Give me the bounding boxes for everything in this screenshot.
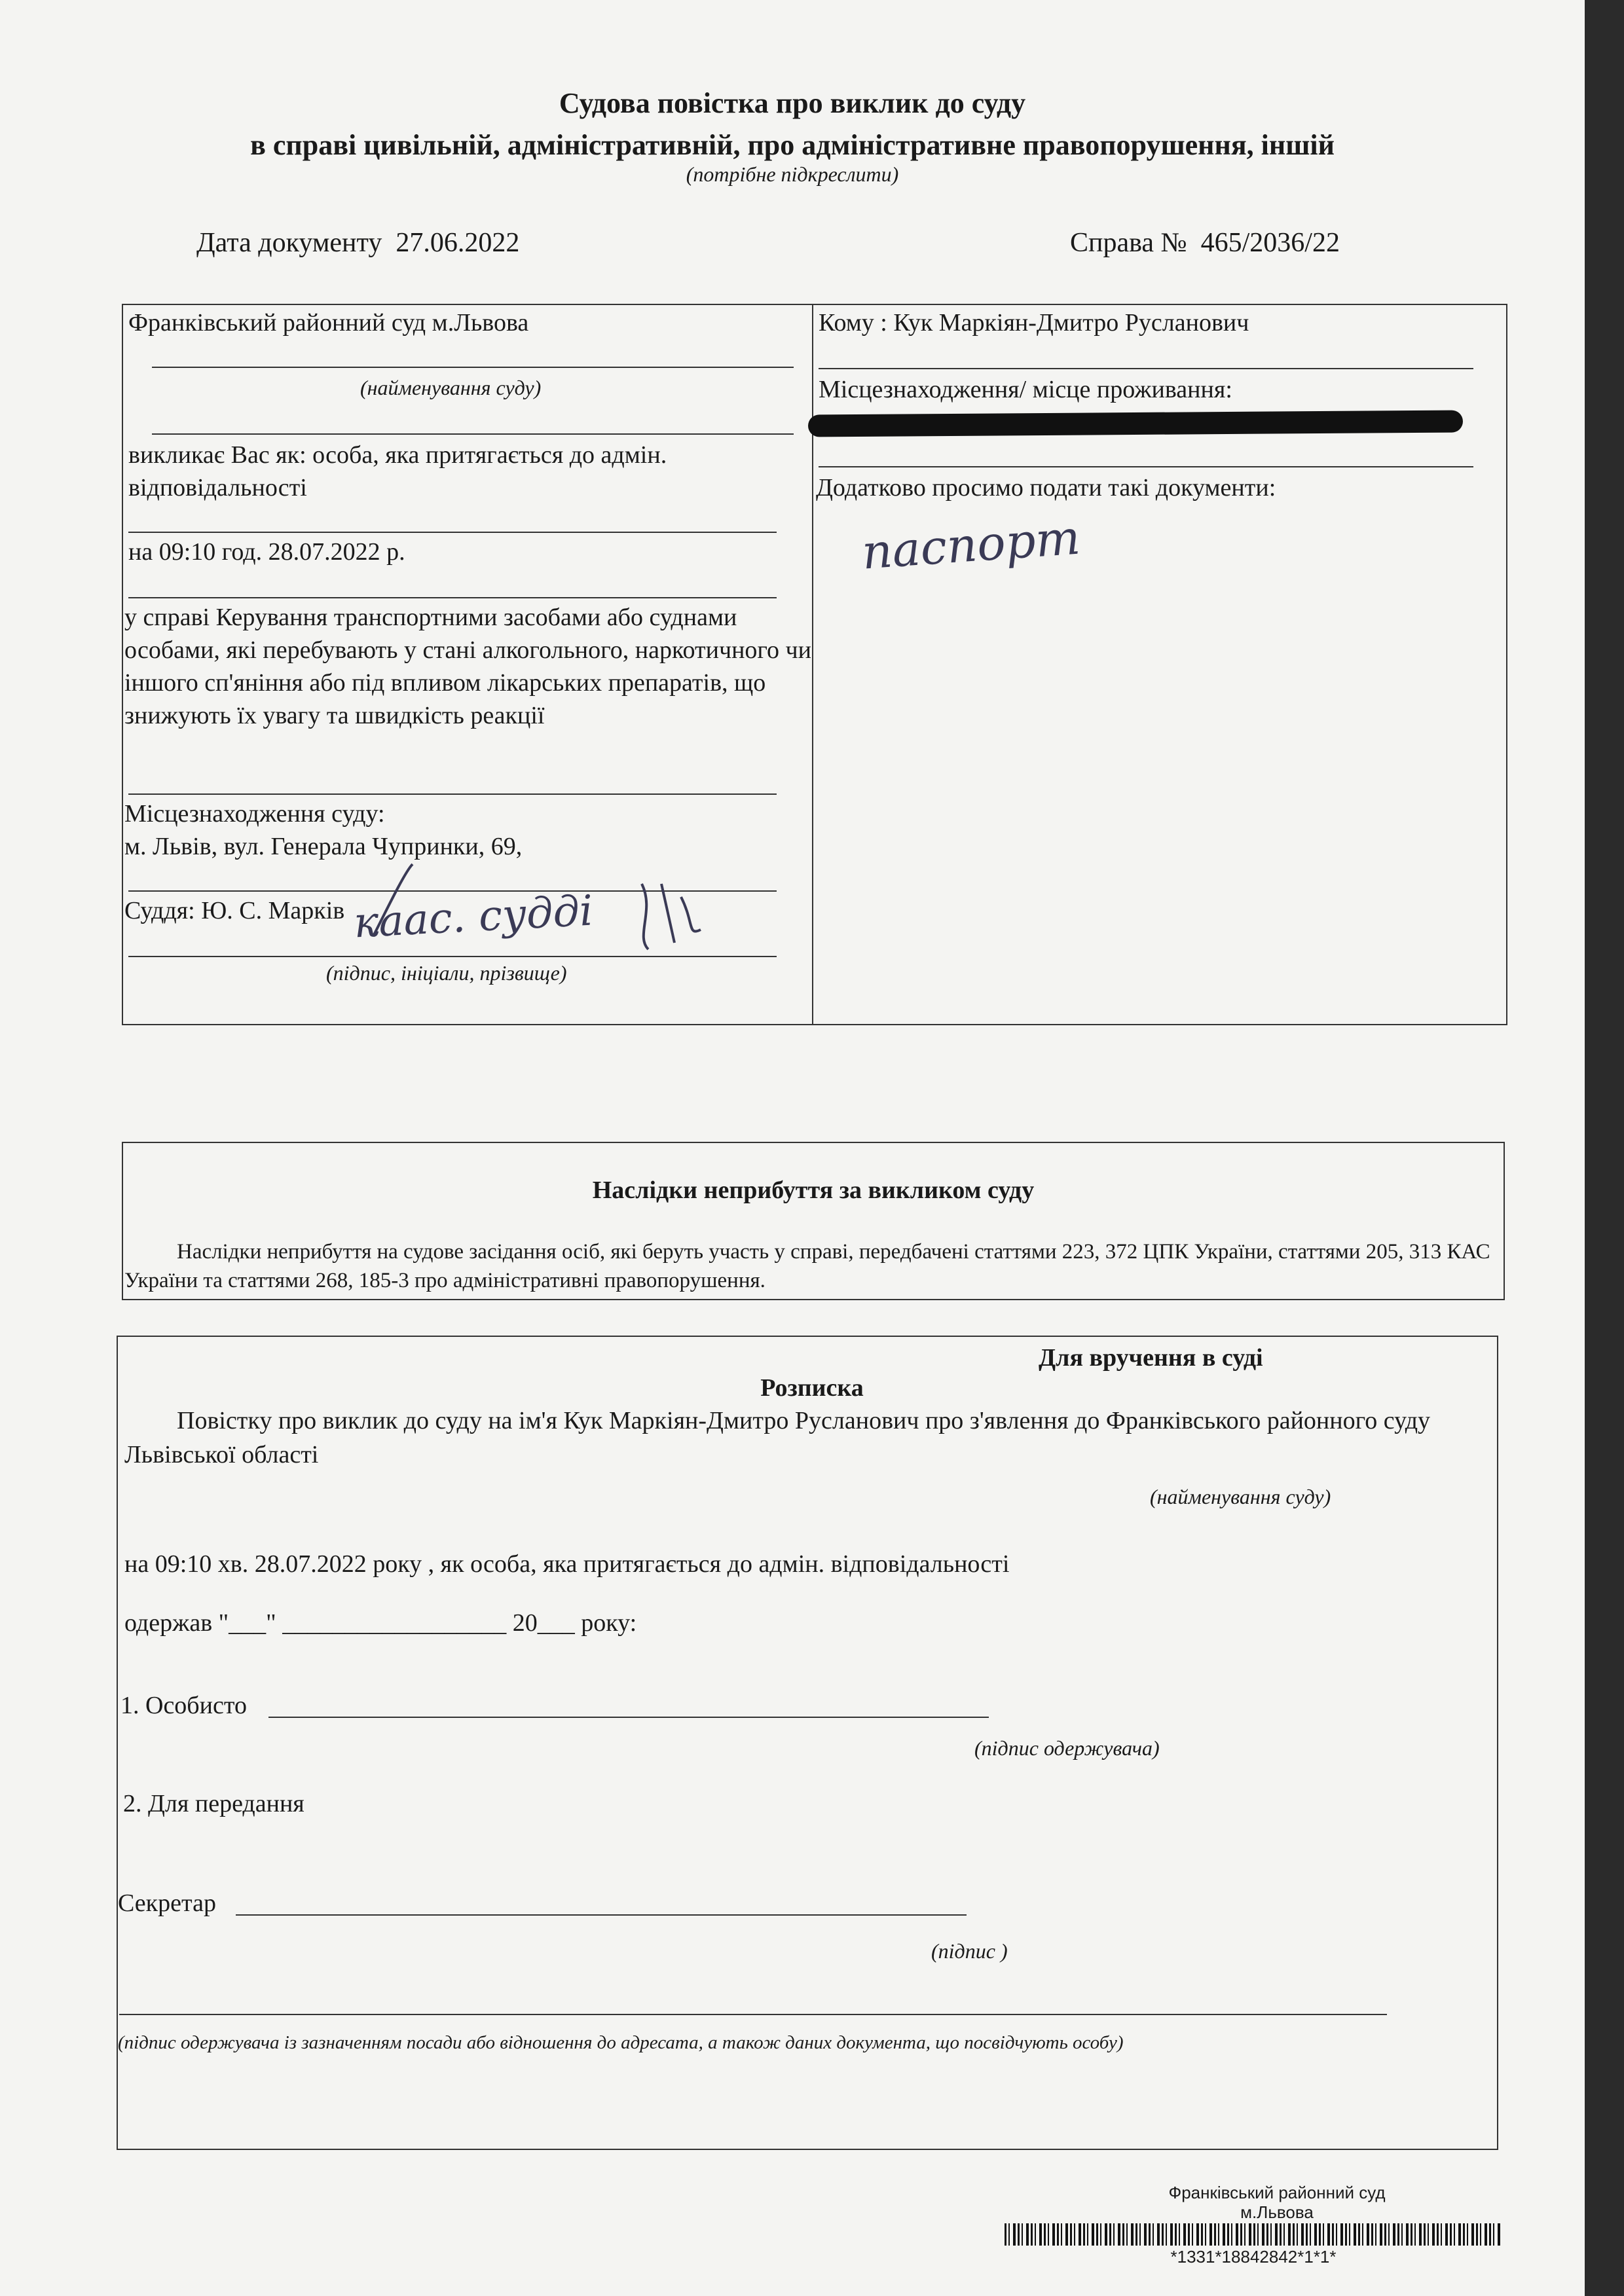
- document-date: [196, 227, 519, 259]
- extra-docs-label: Додатково просимо подати такі документи:: [816, 474, 1276, 501]
- summons-as: викликає Вас як: особа, яка притягається до адмін. відповідальності: [128, 441, 667, 501]
- received-date: одержав "___" __________________ 20___ року:: [124, 1609, 637, 1637]
- consequences-text: Наслідки неприбуття на судове засідання осіб, які беруть участь у справі, передбачені статтями 223, 372 ЦПК України, статтями 205, 313 КАС України та статтями 268, 185-3 про адміністративні правопорушення.: [124, 1240, 1490, 1292]
- secretary-line: [236, 1914, 967, 1916]
- footer-court-line2: м.Львова: [1240, 2202, 1314, 2222]
- case-number: [1070, 227, 1340, 259]
- court-name-line: [152, 367, 794, 368]
- residence-label: Місцезнаходження/ місце проживання:: [819, 376, 1232, 403]
- secretary-sign-caption: (підпис ): [931, 1939, 1008, 1963]
- receipt-time: на 09:10 хв. 28.07.2022 року , як особа, яка притягається до адмін. відповідальності: [124, 1550, 1010, 1578]
- underline-note: (потрібне підкреслити): [686, 162, 899, 186]
- hearing-time: на 09:10 год. 28.07.2022 р.: [128, 538, 405, 566]
- judge-name: Суддя: Ю. С. Марків: [124, 897, 345, 924]
- personally-line: [268, 1717, 989, 1718]
- footer-court: [1048, 2183, 1506, 2222]
- court-location-value: м. Львів, вул. Генерала Чупринки, 69,: [124, 833, 523, 860]
- signature-scribble: [367, 858, 707, 956]
- document-title: Судова повістка про виклик до суду: [559, 87, 1026, 119]
- case-subject-line: [128, 793, 777, 795]
- residence-line: [819, 466, 1473, 467]
- recipient-line: [819, 368, 1473, 369]
- barcode-text: *1331*18842842*1*1*: [1170, 2247, 1337, 2267]
- date-value: 27.06.2022: [396, 228, 520, 258]
- hearing-time-line: [128, 597, 777, 598]
- personally-label: 1. Особисто: [120, 1692, 247, 1719]
- receipt-text: Повістку про виклик до суду на ім'я Кук Маркіян-Дмитро Русланович про з'явлення до Франківського районного суду Львівської області: [124, 1407, 1431, 1468]
- case-subject: у справі Керування транспортними засобами або суднами особами, які перебувають у стані алкогольного, наркотичного чи іншого сп'яніння або під впливом лікарських препаратів, що знижують їх увагу та швидкість реакції: [124, 604, 811, 729]
- barcode: [1005, 2223, 1502, 2246]
- bottom-caption: (підпис одержувача із зазначенням посади або відношення до адресата, а також даних документа, що посвідчують особу): [118, 2032, 1124, 2053]
- footer-court-line1: Франківський районний суд: [1168, 2183, 1386, 2202]
- court-name: Франківський районний суд м.Львова: [128, 309, 529, 337]
- receipt-title: Розписка: [760, 1374, 864, 1402]
- court-location-label: Місцезнаходження суду:: [124, 800, 385, 828]
- summons-table-divider: [812, 304, 813, 1025]
- for-court-label: Для вручення в суді: [1039, 1344, 1263, 1372]
- document-subtitle: в справі цивільній, адміністративній, про адміністративне правопорушення, іншій: [250, 129, 1335, 161]
- date-label: Дата документу: [196, 228, 382, 258]
- recipient-name: Кому : Кук Маркіян-Дмитро Русланович: [819, 309, 1249, 337]
- signature-caption: (підпис, ініціали, прізвище): [326, 961, 567, 985]
- court-name-caption: (найменування суду): [360, 376, 542, 399]
- judge-line: [128, 956, 777, 957]
- redacted-address: [808, 410, 1463, 437]
- secretary-label: Секретар: [118, 1889, 216, 1917]
- recipient-sign-caption: (підпис одержувача): [974, 1736, 1160, 1760]
- summons-as-line: [128, 532, 777, 533]
- court-caption-line: [152, 433, 794, 435]
- bottom-sign-line: [119, 2014, 1387, 2015]
- case-value: 465/2036/22: [1200, 228, 1340, 258]
- receipt-court-caption: (найменування суду): [1150, 1485, 1331, 1508]
- extra-docs-handwriting: паспорт: [860, 509, 1082, 580]
- consequences-title: Наслідки неприбуття за викликом суду: [592, 1176, 1035, 1204]
- case-label: Справа №: [1070, 228, 1187, 258]
- judge-signature-text: каас. судді: [352, 886, 595, 948]
- for-transfer-label: 2. Для передання: [123, 1790, 304, 1817]
